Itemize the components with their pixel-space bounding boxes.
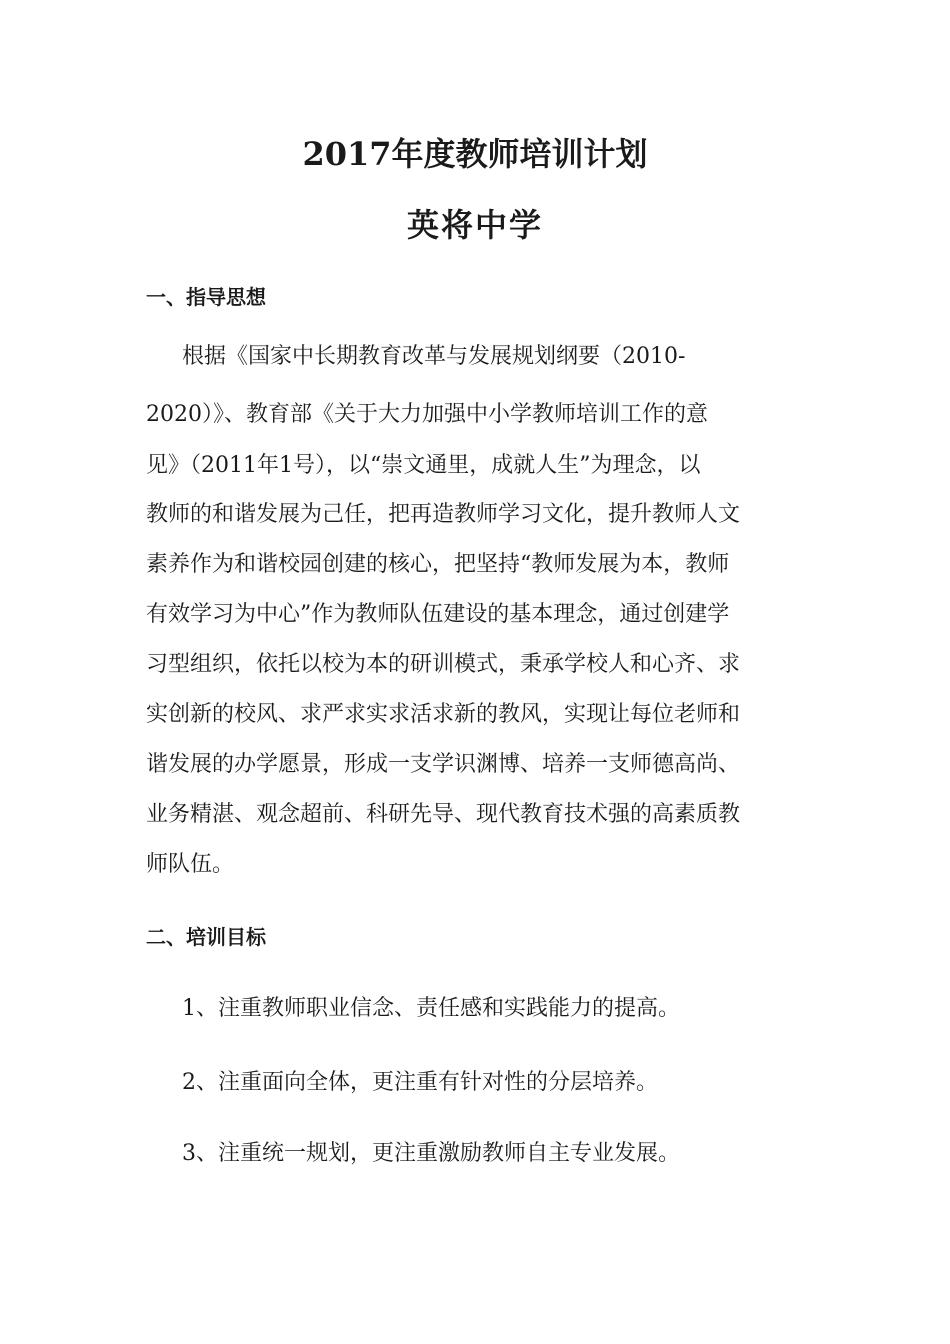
goal-item: 1、注重教师职业信念、责任感和实践能力的提高。 <box>182 996 680 1021</box>
section-heading-guiding-ideology: 一、指导思想 <box>146 285 266 309</box>
goal-item: 2、注重面向全体，更注重有针对性的分层培养。 <box>182 1070 658 1095</box>
paragraph-line: 根据《国家中长期教育改革与发展规划纲要（2010- <box>182 344 686 369</box>
paragraph-line: 见》（2011年1号），以“崇文通里，成就人生”为理念，以 <box>146 453 701 478</box>
paragraph-line: 实创新的校风、求严求实求活求新的教风，实现让每位老师和 <box>146 702 741 727</box>
paragraph-line: 2020）》、教育部《关于大力加强中小学教师培训工作的意 <box>146 402 708 427</box>
goal-item: 3、注重统一规划，更注重激励教师自主专业发展。 <box>182 1141 680 1166</box>
paragraph-line: 习型组织，依托以校为本的研训模式，秉承学校人和心齐、求 <box>146 652 741 677</box>
paragraph-line: 师队伍。 <box>146 852 235 877</box>
paragraph-line: 谐发展的办学愿景，形成一支学识渊博、培养一支师德高尚、 <box>146 752 741 777</box>
document-title: 2017年度教师培训计划 <box>302 135 648 173</box>
paragraph-line: 有效学习为中心”作为教师队伍建设的基本理念，通过创建学 <box>146 602 730 627</box>
paragraph-line: 素养作为和谐校园创建的核心，把坚持“教师发展为本，教师 <box>146 552 730 577</box>
paragraph-line: 业务精湛、观念超前、科研先导、现代教育技术强的高素质教 <box>146 802 741 827</box>
school-name: 英将中学 <box>406 206 543 244</box>
section-heading-training-goals: 二、培训目标 <box>146 925 266 949</box>
paragraph-line: 教师的和谐发展为己任，把再造教师学习文化，提升教师人文 <box>146 502 741 527</box>
